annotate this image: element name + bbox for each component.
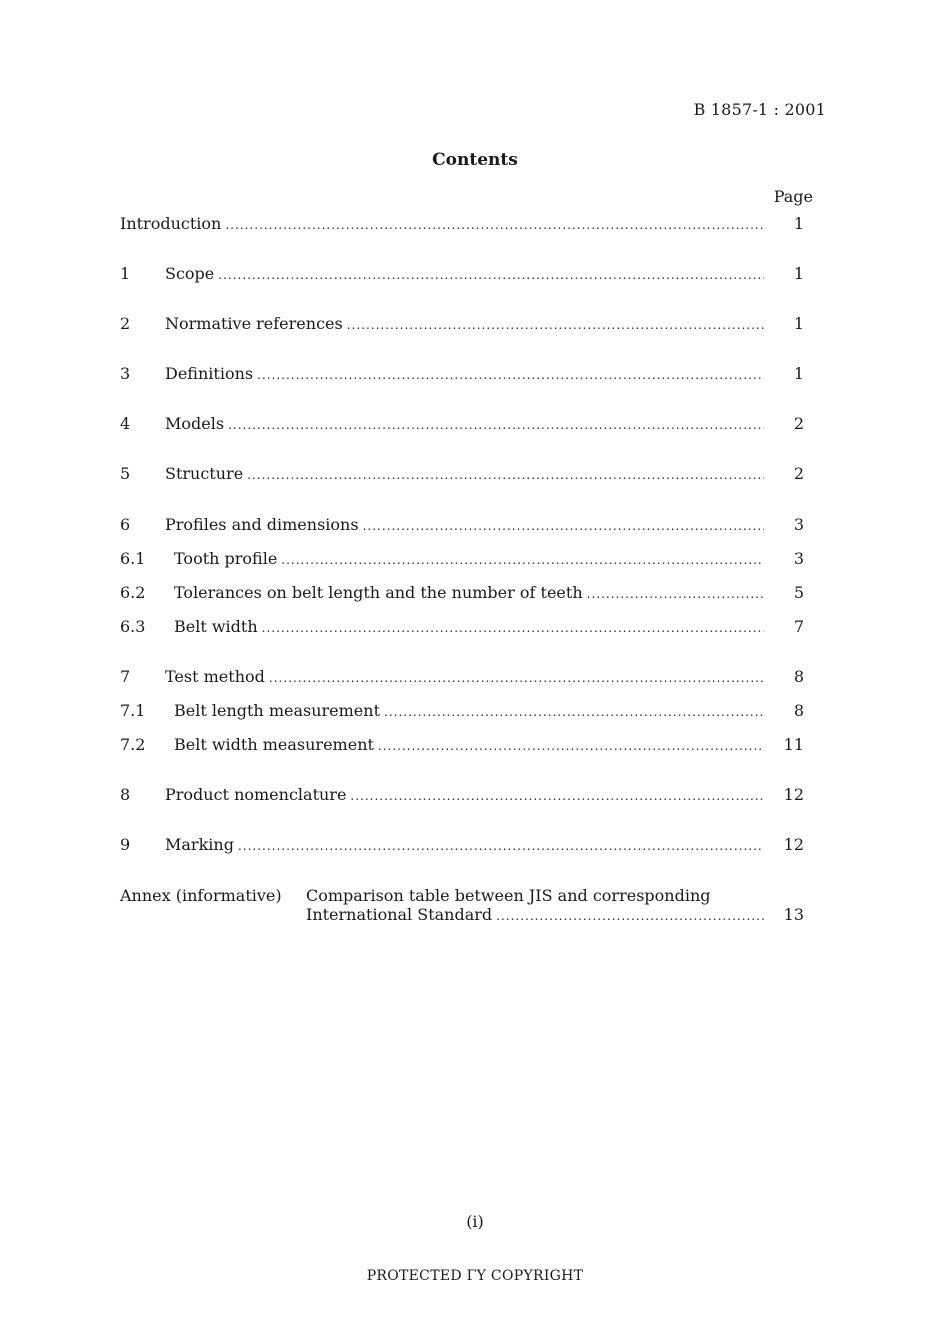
annex-title-line1: Comparison table between JIS and corresponding [306, 886, 711, 905]
toc-leader-dots [262, 621, 764, 635]
toc-entry-page: 2 [793, 464, 804, 483]
toc-entry-number: 6.2 [120, 583, 146, 602]
toc-leader-dots [218, 268, 764, 282]
toc-entry-number: 6 [120, 515, 131, 534]
page-column-label: Page [773, 187, 813, 206]
toc-entry-number: 9 [120, 835, 131, 854]
toc-leader-dots [347, 318, 764, 332]
toc-entry-page: 1 [793, 364, 804, 383]
toc-entry-number: 8 [120, 785, 131, 804]
toc-leader-dots [350, 789, 764, 803]
toc-entry-annex[interactable] [120, 886, 804, 928]
toc-entry-page: 1 [793, 214, 804, 233]
toc-entry-scope[interactable] [120, 264, 804, 286]
toc-entry-label: Product nomenclature [165, 785, 347, 804]
toc-entry-page: 12 [783, 835, 804, 854]
toc-entry-label: Test method [165, 667, 265, 686]
toc-entry-page: 3 [793, 549, 804, 568]
toc-entry-label: Definitions [165, 364, 254, 383]
toc-entry-number: 1 [120, 264, 131, 283]
toc-leader-dots [496, 909, 764, 923]
annex-label: Annex (informative) [120, 886, 282, 905]
toc-leader-dots [228, 418, 764, 432]
toc-entry-number: 4 [120, 414, 131, 433]
toc-entry-label: Marking [165, 835, 234, 854]
document-id: B 1857-1 : 2001 [693, 100, 826, 119]
toc-entry-number: 5 [120, 464, 131, 483]
toc-leader-dots [384, 705, 764, 719]
toc-entry-page: 11 [783, 735, 804, 754]
toc-entry-label: Tolerances on belt length and the number of teeth [174, 583, 583, 602]
toc-entry-label: Scope [165, 264, 215, 283]
toc-leader-dots [257, 368, 764, 382]
toc-entry-structure[interactable] [120, 464, 804, 486]
toc-entry-belt-length-measurement[interactable] [120, 701, 804, 723]
toc-entry-number: 7.2 [120, 735, 146, 754]
toc-entry-number: 2 [120, 314, 131, 333]
toc-entry-label: Belt length measurement [174, 701, 380, 720]
toc-entry-models[interactable] [120, 414, 804, 436]
toc-leader-dots [225, 218, 764, 232]
toc-entry-label: Profiles and dimensions [165, 515, 359, 534]
annex-title-line2: International Standard [306, 905, 493, 924]
toc-entry-number: 3 [120, 364, 131, 383]
toc-leader-dots [363, 519, 764, 533]
toc-entry-page: 5 [793, 583, 804, 602]
toc-entry-page: 12 [783, 785, 804, 804]
copyright-notice: PROTECTED ΓY COPYRIGHT [366, 1268, 584, 1284]
toc-entry-page: 2 [793, 414, 804, 433]
toc-entry-page: 1 [793, 314, 804, 333]
toc-entry-belt-width[interactable] [120, 617, 804, 639]
toc-entry-label: Structure [165, 464, 244, 483]
toc-entry-label: Introduction [120, 214, 222, 233]
toc-leader-dots [238, 839, 764, 853]
toc-leader-dots [378, 739, 764, 753]
toc-entry-number: 7 [120, 667, 131, 686]
toc-entry-page: 8 [793, 667, 804, 686]
page-title: Contents [432, 150, 518, 170]
toc-entry-tooth-profile[interactable] [120, 549, 804, 571]
toc-leader-dots [587, 587, 764, 601]
toc-entry-label: Belt width measurement [174, 735, 374, 754]
toc-leader-dots [281, 553, 764, 567]
toc-entry-page: 7 [793, 617, 804, 636]
toc-entry-product-nomenclature[interactable] [120, 785, 804, 807]
toc-entry-page: 8 [793, 701, 804, 720]
toc-entry-tolerances[interactable] [120, 583, 804, 605]
toc-entry-profiles-and-dimensions[interactable] [120, 515, 804, 537]
toc-entry-test-method[interactable] [120, 667, 804, 689]
toc-entry-page: 1 [793, 264, 804, 283]
toc-entry-page: 3 [793, 515, 804, 534]
toc-entry-belt-width-measurement[interactable] [120, 735, 804, 757]
toc-entry-number: 6.1 [120, 549, 146, 568]
toc-leader-dots [269, 671, 764, 685]
footer-page-number: (i) [466, 1212, 484, 1231]
toc-entry-number: 6.3 [120, 617, 146, 636]
toc-entry-definitions[interactable] [120, 364, 804, 386]
toc-leader-dots [247, 468, 764, 482]
toc-entry-label: Tooth profile [174, 549, 278, 568]
toc-entry-introduction[interactable] [120, 214, 804, 236]
toc-entry-normative-references[interactable] [120, 314, 804, 336]
annex-page: 13 [783, 905, 804, 924]
toc-entry-label: Models [165, 414, 225, 433]
toc-entry-marking[interactable] [120, 835, 804, 857]
toc-entry-label: Belt width [174, 617, 258, 636]
toc-entry-label: Normative references [165, 314, 343, 333]
annex-title-line2-row [306, 905, 804, 924]
toc-entry-number: 7.1 [120, 701, 146, 720]
